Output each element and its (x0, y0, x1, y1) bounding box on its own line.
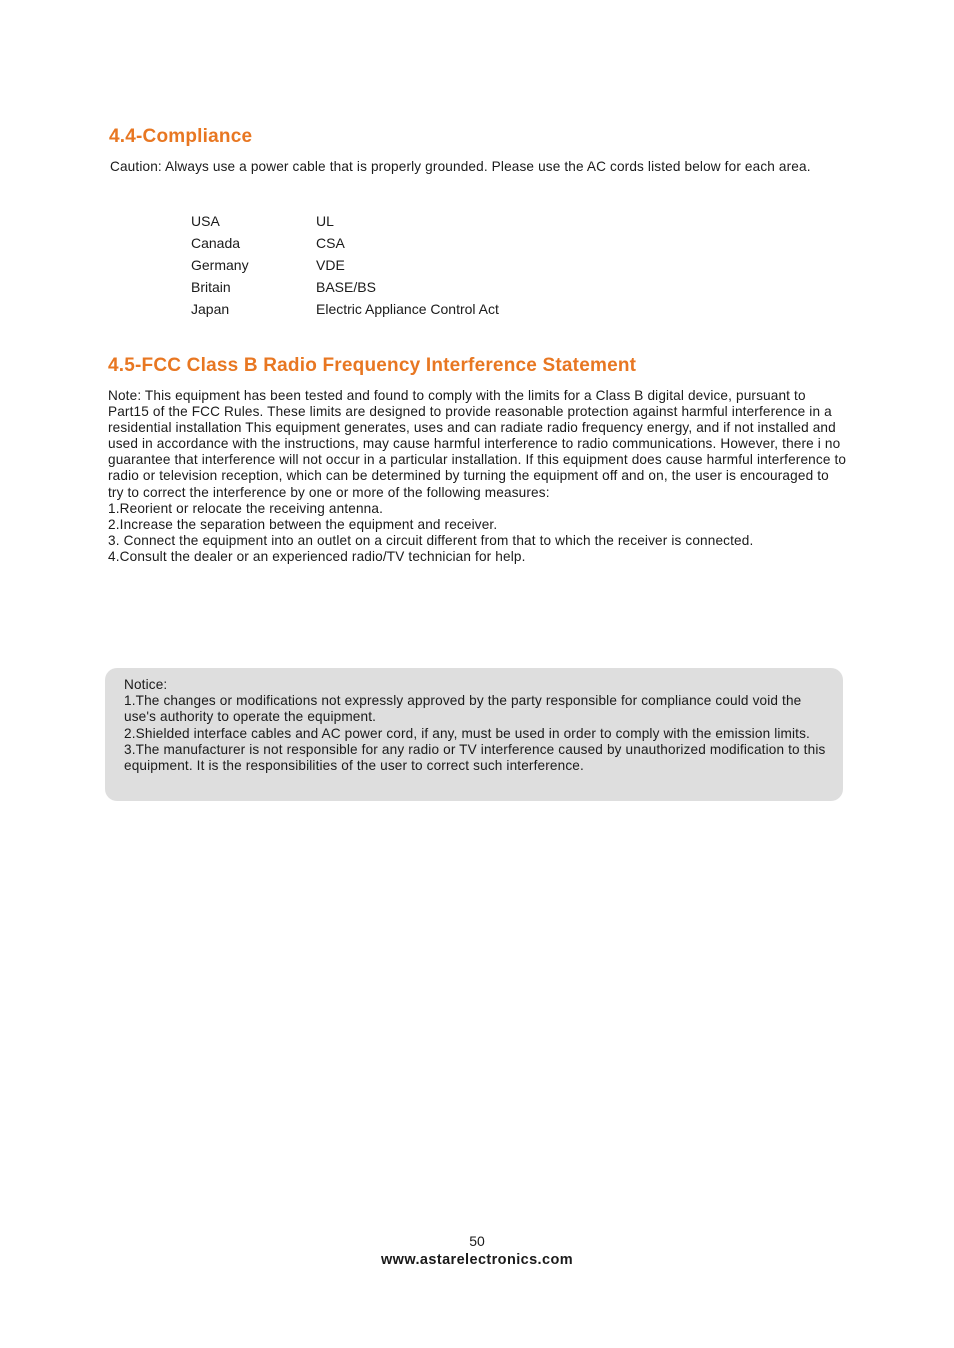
standard-cell: VDE (316, 257, 345, 273)
section-title-fcc: 4.5-FCC Class B Radio Frequency Interference Statement (108, 355, 637, 376)
region-cell: Germany (191, 257, 249, 273)
region-cell: Canada (191, 235, 241, 251)
fcc-note (108, 388, 848, 565)
page-number: 50 (469, 1233, 485, 1249)
list-item: 3.The manufacturer is not responsible for any radio or TV interference caused by unauthorized modification to this equipment. It is the responsibilities of the user to correct such interference. (124, 741, 826, 774)
table-row (191, 278, 499, 300)
fcc-note-paragraph: Note: This equipment has been tested and found to comply with the limits for a Class B digital device, pursuant to Part15 of the FCC Rules. These limits are designed to provide reasonable protection against harmful interference in a residential installation This equipment generates, uses and can radiate radio frequency energy, and if not installed and used in accordance with the instructions, may cause harmful interference to radio communications. However, there i no guarantee that interference will not occur in a particular installation. If this equipment does cause harmful interference to radio or television reception, which can be determined by turning the equipment off and on, the user is encouraged to try to correct the interference by one or more of the following measures: (108, 388, 847, 500)
standard-cell: UL (316, 213, 334, 229)
standard-cell: Electric Appliance Control Act (316, 301, 499, 317)
caution-paragraph: Caution: Always use a power cable that is properly grounded. Please use the AC cords listed below for each area. (110, 159, 811, 174)
standard-cell: BASE/BS (316, 279, 376, 295)
list-item: 2.Shielded interface cables and AC power cord, if any, must be used in order to comply with the emission limits. (124, 725, 810, 741)
table-row (191, 212, 499, 234)
notice-content (124, 677, 829, 774)
region-cell: Japan (191, 301, 230, 317)
standard-cell: CSA (316, 235, 345, 251)
table-row (191, 234, 499, 256)
ac-cord-table (191, 212, 499, 322)
notice-title: Notice: (124, 677, 168, 692)
notice-box (105, 668, 843, 801)
table-row (191, 300, 499, 322)
list-item: 3. Connect the equipment into an outlet on a circuit different from that to which the receiver is connected. (108, 532, 754, 548)
section-title-compliance: 4.4-Compliance (109, 126, 253, 147)
list-item: 2.Increase the separation between the equipment and receiver. (108, 516, 498, 532)
region-cell: USA (191, 213, 220, 229)
website-link: www.astarelectronics.com (381, 1252, 573, 1268)
list-item: 1.Reorient or relocate the receiving antenna. (108, 500, 384, 516)
region-cell: Britain (191, 279, 231, 295)
list-item: 1.The changes or modifications not expressly approved by the party responsible for compliance could void the use's authority to operate the equipment. (124, 693, 802, 725)
table-row (191, 256, 499, 278)
list-item: 4.Consult the dealer or an experienced radio/TV technician for help. (108, 548, 526, 564)
